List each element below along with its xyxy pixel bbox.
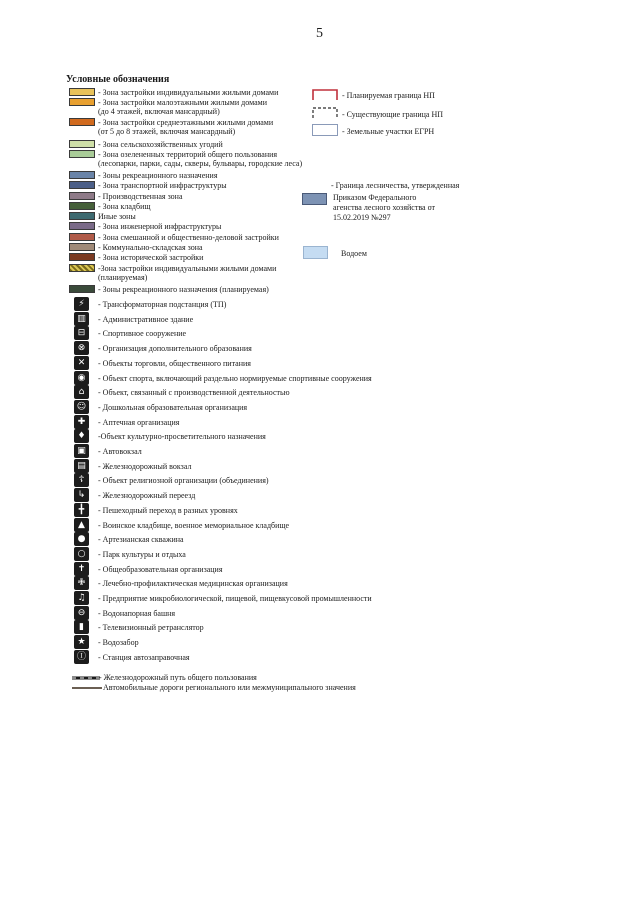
- artesian-well-icon: ●: [74, 532, 89, 546]
- zone-swatch: [69, 285, 95, 293]
- zone-label: - Производственная зона: [98, 192, 183, 201]
- planned-border-label: - Планируемая граница НП: [342, 91, 435, 100]
- admin-building-icon: ▥: [74, 312, 89, 326]
- object-label: - Парк культуры и отдыха: [98, 549, 186, 559]
- production-icon: ⌂: [74, 385, 89, 399]
- zone-label: - Зона исторической застройки: [98, 253, 204, 262]
- object-label: - Лечебно-профилактическая медицинская организация: [98, 579, 288, 589]
- water-label: Водоем: [341, 249, 367, 258]
- road-symbol: [72, 684, 102, 692]
- zone-swatch: [69, 253, 95, 261]
- forestry-label-4: 15.02.2019 №297: [333, 213, 391, 222]
- zone-swatch: [69, 264, 95, 272]
- gas-station-icon: Ⓘ: [74, 650, 89, 664]
- medical-icon: ✙: [74, 576, 89, 590]
- object-label: - Общеобразовательная организация: [98, 564, 223, 574]
- zone-label: - Зона сельскохозяйственных угодий: [98, 140, 223, 149]
- object-label: - Объекты торговли, общественного питания: [98, 358, 251, 368]
- road-label: Автомобильные дороги регионального или межмуниципального значения: [103, 683, 356, 692]
- transformer-icon: ⚡: [74, 297, 89, 311]
- religious-icon: ☦: [74, 473, 89, 487]
- object-label: - Водонапорная башня: [98, 608, 176, 618]
- object-label: - Артезианская скважина: [98, 535, 184, 545]
- water-intake-icon: ★: [74, 635, 89, 649]
- planned-border-symbol: [312, 88, 338, 102]
- zone-label: - Зона застройки индивидуальными жилыми домами: [98, 88, 279, 97]
- zone-swatch: [69, 150, 95, 158]
- zone-label: - Зоны рекреационного назначения (планируемая): [98, 285, 269, 294]
- object-label: - Пешеходный переход в разных уровнях: [98, 505, 238, 515]
- pharmacy-icon: ✚: [74, 415, 89, 429]
- school-icon: ✝: [74, 562, 89, 576]
- object-label: - Станция автозаправочная: [98, 652, 190, 662]
- existing-border-symbol: [312, 106, 338, 120]
- object-label: - Водозабор: [98, 638, 139, 648]
- zone-swatch: [69, 98, 95, 106]
- object-label: - Объект спорта, включающий раздельно нормируемые спортивные сооружения: [98, 373, 372, 383]
- object-label: -Объект культурно-просветительного назначения: [98, 432, 266, 442]
- zone-label: - Зона инженерной инфраструктуры: [98, 222, 222, 231]
- food-industry-icon: ♫: [74, 591, 89, 605]
- zone-swatch: [69, 171, 95, 179]
- zone-swatch: [69, 140, 95, 148]
- legend-title: Условные обозначения: [66, 74, 170, 85]
- tv-relay-icon: ▮: [74, 620, 89, 634]
- zone-swatch: [69, 181, 95, 189]
- trade-food-icon: ✕: [74, 356, 89, 370]
- egrn-swatch: [312, 124, 338, 136]
- object-label: - Спортивное сооружение: [98, 329, 187, 339]
- object-label: - Объект религиозной организации (объединения): [98, 476, 269, 486]
- zone-label: - Зона кладбищ: [98, 202, 151, 211]
- zone-swatch: [69, 212, 95, 220]
- forestry-swatch: [302, 193, 327, 205]
- zone-swatch: [69, 222, 95, 230]
- zone-label: - Зона транспортной инфраструктуры: [98, 181, 227, 190]
- park-icon: ○: [74, 547, 89, 561]
- water-tower-icon: ⊖: [74, 606, 89, 620]
- object-label: - Воинское кладбище, военное мемориальное кладбище: [98, 520, 290, 530]
- sports-facility-icon: ⊟: [74, 326, 89, 340]
- railway-label: - Железнодорожный путь общего пользования: [99, 673, 257, 682]
- railway-crossing-icon: ↳: [74, 488, 89, 502]
- railway-station-icon: ▤: [74, 459, 89, 473]
- railway-symbol: [72, 674, 100, 682]
- pedestrian-crossing-icon: ╋: [74, 503, 89, 517]
- bus-station-icon: ▣: [74, 444, 89, 458]
- water-swatch: [303, 246, 328, 259]
- zone-label: -Зона застройки индивидуальными жилыми домами: [98, 264, 277, 273]
- zone-label-2: (планируемая): [98, 273, 148, 282]
- preschool-icon: ☺: [74, 400, 89, 414]
- zone-swatch: [69, 118, 95, 126]
- zone-label: - Зона застройки среднеэтажными жилыми домами: [98, 118, 274, 127]
- object-label: - Объект, связанный с производственной деятельностью: [98, 388, 290, 398]
- zone-swatch: [69, 243, 95, 251]
- object-label: - Предприятие микробиологической, пищевой, пищевкусовой промышленности: [98, 594, 372, 603]
- zone-label: - Зоны рекреационного назначения: [98, 171, 218, 180]
- military-cemetery-icon: ▲: [74, 518, 89, 532]
- zone-label: - Зона смешанной и общественно-деловой застройки: [98, 233, 279, 242]
- zone-label: - Зона озелененных территорий общего пользования: [98, 150, 278, 159]
- education-extra-icon: ⊗: [74, 341, 89, 355]
- zone-swatch: [69, 233, 95, 241]
- forestry-label-2: Приказом Федерального: [333, 193, 417, 202]
- object-label: - Автовокзал: [98, 447, 142, 456]
- zone-label: - Коммунально-складская зона: [98, 243, 203, 252]
- zone-label: - Зона застройки малоэтажными жилыми домами: [98, 98, 267, 107]
- existing-border-label: - Существующие граница НП: [342, 110, 444, 119]
- object-label: - Организация дополнительного образования: [98, 344, 252, 354]
- zone-label-2: (до 4 этажей, включая мансардный): [98, 107, 220, 116]
- page-number: 5: [316, 26, 323, 41]
- object-label: - Дошкольная образовательная организация: [98, 402, 248, 412]
- zone-label-2: (от 5 до 8 этажей, включая мансардный): [98, 127, 236, 136]
- forestry-label-3: агенства лесного хозяйства от: [333, 203, 435, 212]
- culture-icon: ♦: [74, 429, 89, 443]
- forestry-border-label: - Граница лесничества, утвержденная: [331, 181, 460, 190]
- object-label: - Административное здание: [98, 314, 194, 324]
- zone-swatch: [69, 88, 95, 96]
- zone-swatch: [69, 192, 95, 200]
- object-label: - Телевизионный ретранслятор: [98, 623, 204, 633]
- object-label: - Трансформаторная подстанция (ТП): [98, 300, 227, 309]
- object-label: - Железнодорожный вокзал: [98, 461, 192, 471]
- zone-swatch: [69, 202, 95, 210]
- object-label: - Аптечная организация: [98, 417, 180, 427]
- object-label: - Железнодорожный переезд: [98, 491, 196, 501]
- zone-label: Иные зоны: [98, 212, 136, 221]
- zone-label-2: (лесопарки, парки, сады, скверы, бульвары, городские леса): [98, 159, 303, 168]
- sport-object-icon: ◉: [74, 371, 89, 385]
- egrn-label: - Земельные участки ЕГРН: [342, 127, 435, 136]
